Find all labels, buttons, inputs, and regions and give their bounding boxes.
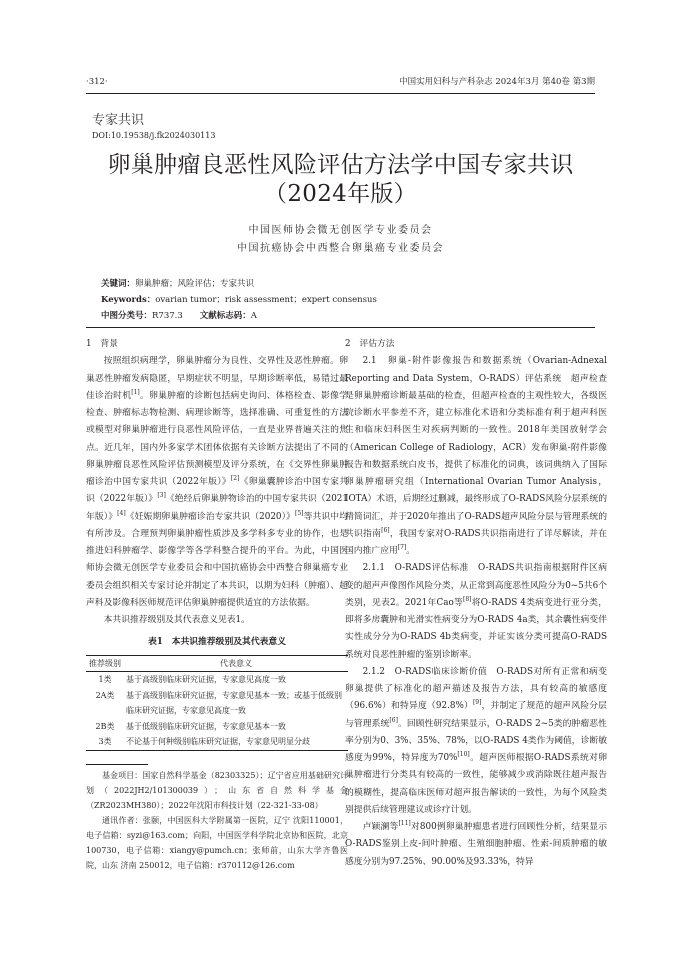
table-row (86, 672, 348, 688)
table-header-level: 推荐级别 (86, 655, 124, 672)
keywords-en: Keywords：ovarian tumor；risk assessment；expert consensus (101, 295, 377, 305)
page-number: ·312· (86, 77, 108, 87)
table-header-meaning: 代表意义 (124, 655, 348, 672)
article-title (86, 151, 595, 209)
right-column (345, 336, 607, 871)
section-heading-background: 1 背景 (86, 339, 118, 349)
table-1-title: 表1 本共识推荐级别及其代表意义 (147, 637, 287, 648)
journal-name: 中国实用妇科与产科杂志 2024年3月 第40卷 第3期 (399, 77, 595, 87)
table-row (86, 688, 348, 719)
section-heading-methods: 2 评估方法 (345, 339, 395, 349)
recommendation-table (86, 655, 348, 751)
table-reference-paragraph: 本共识推荐级别及其代表意义见表1。 (103, 615, 250, 625)
retrospective-study-paragraph: 卢颖澜等[11]对800例卵巢肿瘤患者进行回顾性分析，结果显示O-RADS鉴别上皮-间叶肿瘤、生殖细胞肿瘤、性索-间质肿瘤的敏感度分别为97.25%、90.00%及93.33%，特异 (345, 820, 607, 867)
table-cell-meaning: 基于高级别临床研究证据，专家意见高度一致 (126, 675, 286, 684)
table-cell-level: 2A类 (95, 690, 115, 700)
table-cell-level: 2B类 (95, 721, 115, 731)
table-cell-meaning: 基于高级别临床研究证据，专家意见基本一致；或基于低级别临床研究证据，专家意见高度一致 (126, 690, 342, 715)
keywords-cn: 关键词：卵巢肿瘤；风险评估；专家共识 (101, 279, 255, 289)
left-column (86, 336, 348, 873)
table-cell-meaning: 基于低级别临床研究证据，专家意见基本一致 (126, 721, 286, 731)
keywords-block (101, 276, 377, 324)
author-2: 中国抗癌协会中西整合卵巢癌专业委员会 (237, 243, 444, 254)
column-label: 专家共识 (92, 113, 145, 128)
author-1: 中国医师协会微无创医学专业委员会 (248, 225, 433, 236)
header-rule (86, 93, 595, 94)
section-2-1-paragraph: 2.1 卵巢-附件影像报告和数据系统（Ovarian-Adnexal Reporting and Data System，O-RADS）评估系统 超声检查是卵巢肿瘤诊断最基础的检查，但超声检查的主观性较大，各级医院诊断水平参差不齐，建立标准化术语和分类标准有利于超声科医生和临床妇科医生对疾病判断的一致性。2018年美国放射学会（American College of Radiology，ACR）发布卵巢-附件影像报告和数据系统白皮书，提供了标准化的词典，该词典纳入了国际卵巢肿瘤研究组（International Ovarian Tumor Analysis，IOTA）术语，后期经过删减，最终形成了O-RADS风险分层系统的精简词汇，并于2020年推出了O-RADS超声风险分层与管理系统的共识指南[6]，我国专家对O-RADS共识指南进行了详尽解读，并在国内推广应用[7]。 (345, 356, 607, 556)
table-cell-level: 3类 (86, 734, 124, 750)
section-2-1-1-paragraph: 2.1.1 O-RADS评估标准 O-RADS共识指南根据附件区病变的超声声像图作风险分类，从正常到高度恶性风险分为0~5共6个类别，见表2。2021年Cao等[8]将O-RADS 4类病变进行亚分类，即将多房囊肿和光滑实性病变分为O-RADS 4a类，其余囊性病变伴实性成分分为O-RADS 4b类病变，并证实该分类可提高O-RADS系统对良恶性肿瘤的鉴别诊断率。 (345, 563, 607, 660)
table-row (86, 734, 348, 750)
classification: 中图分类号：R737.3 文献标志码：A (101, 311, 257, 321)
fund-note: 基金项目：国家自然科学基金（82303325）；辽宁省应用基础研究计划（2022JH2/101300039）；山东省自然科学基金（ZR2023MH380）；2022年沈阳市科技计划（22-321-33-08） (86, 770, 348, 810)
section-2-1-2-paragraph: 2.1.2 O-RADS临床诊断价值 O-RADS对所有正常和病变卵巢提供了标准化的超声描述及报告方法，具有较高的敏感度（96.6%）和特异度（92.8%）[9]，并制定了规范的超声风险分层与管理系统[6]。回顾性研究结果显示，O-RADS 2~5类的肿瘤恶性率分别为0、3%、35%、78%，以O-RADS 4类作为阈值，诊断敏感度为99%，特异度为70%[10]。超声医师根据O-RADS系统对卵巢肿瘤进行分类具有较高的一致性，能够减少或消除既往超声报告的模糊性，提高临床医师对超声报告解读的一致性，为每个风险类别提供后续管理建议或诊疗计划。 (345, 666, 607, 815)
title-line-1: 卵巢肿瘤良恶性风险评估方法学中国专家共识 (107, 152, 574, 178)
footnote-rule (86, 764, 148, 765)
table-row (86, 719, 348, 735)
footnotes (86, 768, 348, 873)
correspondence-note: 通讯作者：张颐，中国医科大学附属第一医院，辽宁 沈阳110001，电子信箱：syzi@163.com；向阳，中国医学科学院北京协和医院，北京 100730，电子信箱：xiangy@pumch.cn；张师前，山东大学齐鲁医院，山东 济南 250012，电子信箱：r370112@126.com (86, 815, 348, 870)
title-line-2: （2024年版） (264, 181, 417, 207)
doi[interactable]: DOI:10.19538/j.fk2024030113 (92, 131, 216, 140)
table-cell-level: 1类 (98, 675, 112, 684)
background-paragraph: 按照组织病理学，卵巢肿瘤分为良性、交界性及恶性肿瘤。卵巢恶性肿瘤发病隐匿，早期症状不明显，早期诊断率低，易错过最佳诊治时机[1]。卵巢肿瘤的诊断包括病史询问、体格检查、影像学检查、肿瘤标志物检测、病理诊断等，选择准确、可重复性的方法或模型对卵巢肿瘤进行良恶性风险评估，一直是业界普遍关注的焦点。近几年，国内外多家学术团体依据有关诊断方法提出了不同的卵巢肿瘤良恶性风险评估预测模型及评分系统，在《交界性卵巢肿瘤诊治中国专家共识（2022年版）》[2]《卵巢囊肿诊治中国专家共识（2022年版）》[3]《绝经后卵巢肿物诊治的中国专家共识（2021年版）》[4]《妊娠期卵巢肿瘤诊治专家共识（2020）》[5]等共识中均有所涉及。合理预判卵巢肿瘤性质涉及多学科多专业的协作，也是推进妇科肿瘤学、影像学等各学科整合提升的平台。为此，中国医师协会微无创医学专业委员会和中国抗癌协会中西整合卵巢癌专业委员会组织相关专家讨论并制定了本共识，以期为妇科（肿瘤）、超声科及影像科医师规范评估卵巢肿瘤提供适宜的方法依据。 (86, 356, 348, 608)
running-header (86, 76, 595, 88)
authors (86, 222, 595, 258)
section-divider (86, 327, 595, 328)
table-cell-meaning: 不论基于何种级别临床研究证据，专家意见明显分歧 (124, 734, 348, 750)
